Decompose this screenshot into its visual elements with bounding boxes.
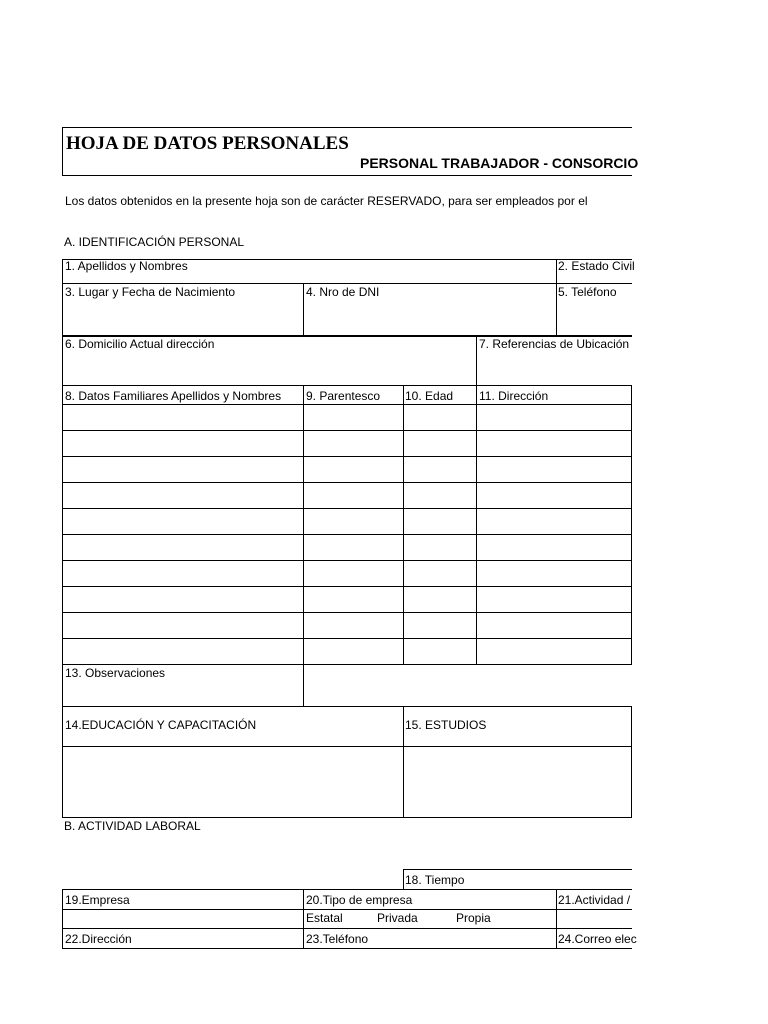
col-family-names-header: 8. Datos Familiares Apellidos y Nombres [65, 389, 282, 403]
row-line [62, 928, 632, 929]
row-line [62, 404, 632, 405]
column-line [476, 385, 477, 664]
row-line [62, 385, 632, 386]
company-type-option-private: Privada [377, 911, 418, 925]
section-b-heading: B. ACTIVIDAD LABORAL [64, 819, 201, 833]
field-time-label: 18. Tiempo [405, 873, 465, 887]
row-line [62, 456, 632, 457]
column-line [556, 259, 557, 336]
col-age-header: 10. Edad [405, 389, 454, 403]
confidentiality-notice: Los datos obtenidos en la presente hoja son de carácter RESERVADO, para ser empleados por el [65, 194, 588, 208]
column-line [631, 385, 632, 664]
row-line [62, 706, 632, 707]
row-line [62, 612, 632, 613]
row-line [62, 482, 632, 483]
company-type-option-own: Propia [456, 911, 491, 925]
row-line [62, 638, 632, 639]
column-line [303, 283, 304, 336]
row-line [62, 283, 632, 284]
field-company-label: 19.Empresa [65, 893, 130, 907]
field-activity-label: 21.Actividad / [558, 893, 631, 907]
form-subtitle: PERSONAL TRABAJADOR - CONSORCIO [360, 155, 639, 171]
row-line [62, 534, 632, 535]
column-line [403, 706, 404, 818]
column-line [631, 706, 632, 818]
field-education-label: 14.EDUCACIÓN Y CAPACITACIÓN [65, 718, 257, 732]
field-studies-label: 15. ESTUDIOS [405, 718, 487, 732]
column-line [403, 385, 404, 664]
row-line [62, 664, 632, 665]
header-bottom-line [62, 175, 632, 176]
section-a-heading: A. IDENTIFICACIÓN PERSONAL [64, 235, 245, 249]
row-line [62, 817, 632, 818]
column-line [556, 889, 557, 949]
row-line [62, 430, 632, 431]
form-title: HOJA DE DATOS PERSONALES [66, 133, 349, 154]
column-line [403, 869, 404, 890]
row-line [62, 508, 632, 509]
row-line [62, 948, 632, 949]
row-line [403, 869, 632, 870]
company-type-option-state: Estatal [306, 911, 343, 925]
field-phone-label: 5. Teléfono [558, 285, 617, 299]
column-line [303, 385, 304, 706]
row-line [62, 560, 632, 561]
field-marital-status-label: 2. Estado Civil [558, 259, 635, 273]
row-line [62, 746, 632, 747]
row-line [62, 586, 632, 587]
field-company-type-label: 20.Tipo de empresa [306, 893, 413, 907]
column-line [62, 259, 63, 706]
col-address-header: 11. Dirección [479, 389, 549, 403]
header-left-line [62, 127, 63, 176]
field-email-label: 24.Correo elec [558, 932, 637, 946]
column-line [303, 889, 304, 949]
field-full-name-label: 1. Apellidos y Nombres [65, 259, 188, 273]
row-line [62, 909, 632, 910]
field-address-label: 6. Domicilio Actual dirección [65, 337, 215, 351]
field-work-address-label: 22.Dirección [65, 932, 132, 946]
column-line [62, 889, 63, 949]
row-line [62, 889, 632, 890]
column-line [62, 706, 63, 818]
field-location-references-label: 7. Referencias de Ubicación [479, 337, 630, 351]
field-dni-label: 4. Nro de DNI [306, 285, 380, 299]
column-line [476, 336, 477, 386]
col-relationship-header: 9. Parentesco [306, 389, 381, 403]
field-observations-label: 13. Observaciones [65, 666, 166, 680]
field-work-phone-label: 23.Teléfono [306, 932, 369, 946]
field-birth-place-date-label: 3. Lugar y Fecha de Nacimiento [65, 285, 236, 299]
header-top-line [62, 127, 632, 128]
